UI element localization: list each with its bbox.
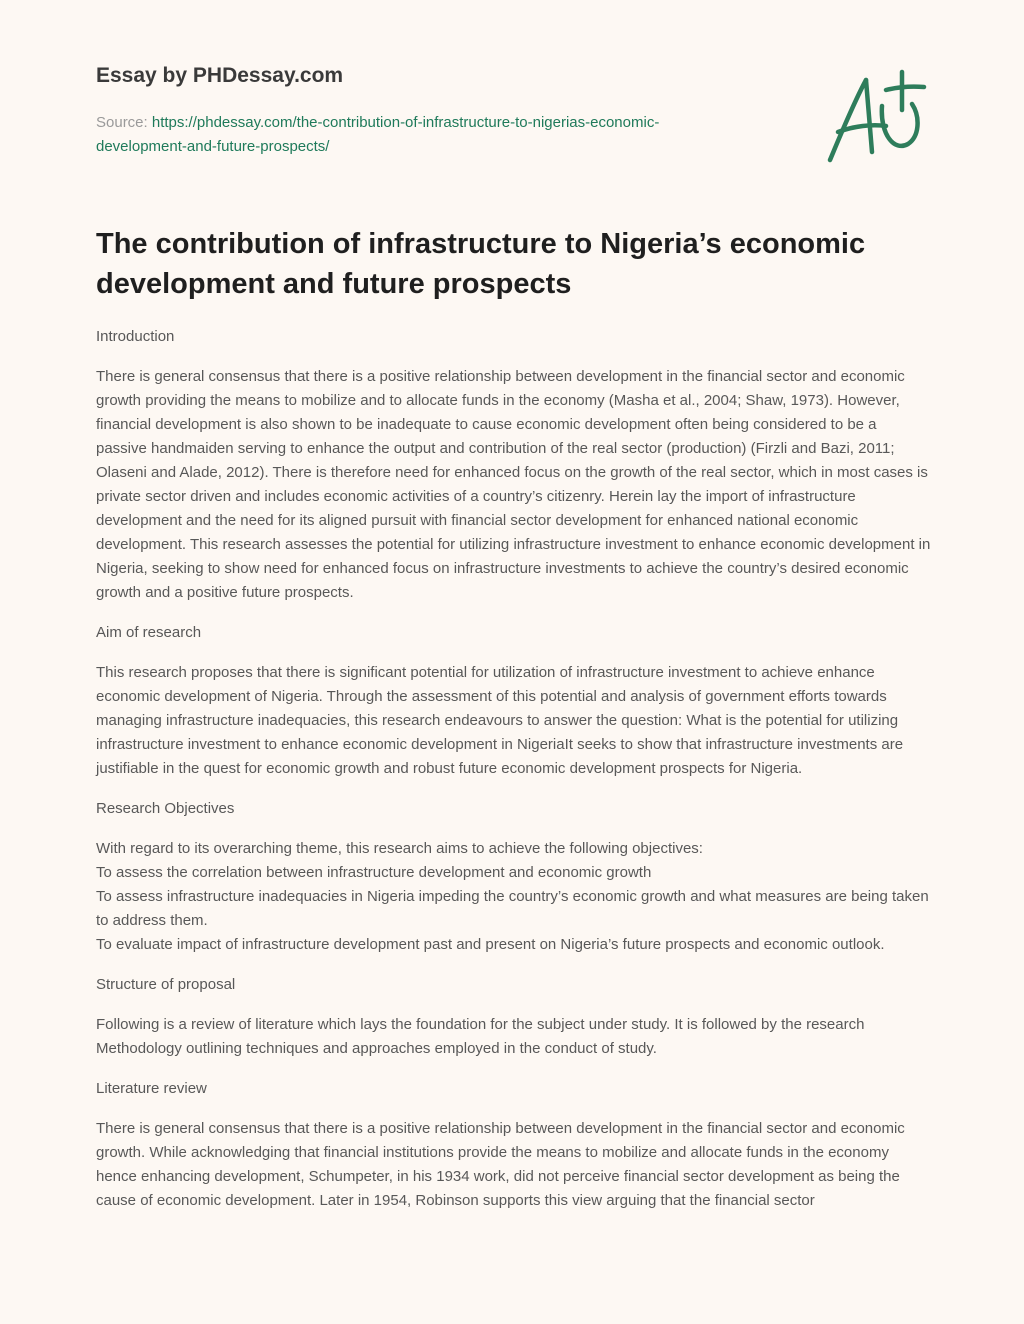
source-link[interactable] (96, 114, 659, 155)
introduction-heading: Introduction (96, 328, 175, 345)
essay-body (96, 325, 931, 1229)
source-label: Source: (96, 114, 152, 131)
objectives-heading: Research Objectives (96, 800, 235, 817)
source-link-line1: https://phdessay.com/the-contribution-of-infrastructure-to-nigerias-economic- (151, 114, 660, 131)
objective-item: To evaluate impact of infrastructure development past and present on Nigeria’s future prospects and economic outlook. (96, 936, 885, 953)
objectives-list (96, 837, 931, 957)
essay-title: The contribution of infrastructure to Nigeria’s economic development and future prospects (96, 228, 866, 300)
literature-heading: Literature review (96, 1080, 207, 1097)
objective-item: To assess the correlation between infrastructure development and economic growth (96, 864, 652, 881)
source-link-line2: development-and-future-prospects/ (96, 138, 330, 155)
a-plus-logo-icon (820, 66, 930, 166)
introduction-paragraph: There is general consensus that there is a positive relationship between development in the financial sector and economic growth providing the means to mobilize and to allocate funds in the economy (Masha et al., 2004; Shaw, 1973). However, financial development is also shown to be inadequate to cause economic development often being considered to be a passive handmaiden serving to enhance the output and contribution of the real sector (production) (Firzli and Bazi, 2011; Olaseni and Alade, 2012). There is therefore need for enhanced focus on the growth of the real sector, which in most cases is private sector driven and includes economic activities of a country’s citizenry. Herein lay the import of infrastructure development and the need for its aligned pursuit with financial sector development for enhanced national economic development. This research assesses the potential for utilizing infrastructure investment to enhance economic development in Nigeria, seeking to show need for enhanced focus on infrastructure investments to achieve the country’s desired economic growth and a positive future prospects. (96, 368, 931, 601)
aim-paragraph: This research proposes that there is significant potential for utilization of infrastructure investment to achieve enhance economic development of Nigeria. Through the assessment of this potential and analysis of government efforts towards managing infrastructure inadequacies, this research endeavours to answer the question: What is the potential for utilizing infrastructure investment to enhance economic development in NigeriaIt seeks to show that infrastructure investments are justifiable in the quest for economic growth and robust future economic development prospects for Nigeria. (96, 664, 904, 777)
structure-paragraph: Following is a review of literature which lays the foundation for the subject under study. It is followed by the research Methodology outlining techniques and approaches employed in the conduct of study. (96, 1016, 865, 1057)
site-title: Essay by PHDessay.com (96, 64, 344, 87)
objective-item: To assess infrastructure inadequacies in Nigeria impeding the country’s economic growth and what measures are being taken to address them. (96, 888, 929, 929)
source-line (96, 111, 776, 159)
structure-heading: Structure of proposal (96, 976, 236, 993)
literature-paragraph: There is general consensus that there is a positive relationship between development in the financial sector and economic growth. While acknowledging that financial institutions provide the means to mobilize and allocate funds in the economy hence enhancing development, Schumpeter, in his 1934 work, did not perceive financial sector development as being the cause of economic development. Later in 1954, Robinson supports this view arguing that the financial sector (96, 1120, 905, 1209)
objectives-intro: With regard to its overarching theme, this research aims to achieve the following objectives: (96, 840, 703, 857)
aim-heading: Aim of research (96, 624, 202, 641)
